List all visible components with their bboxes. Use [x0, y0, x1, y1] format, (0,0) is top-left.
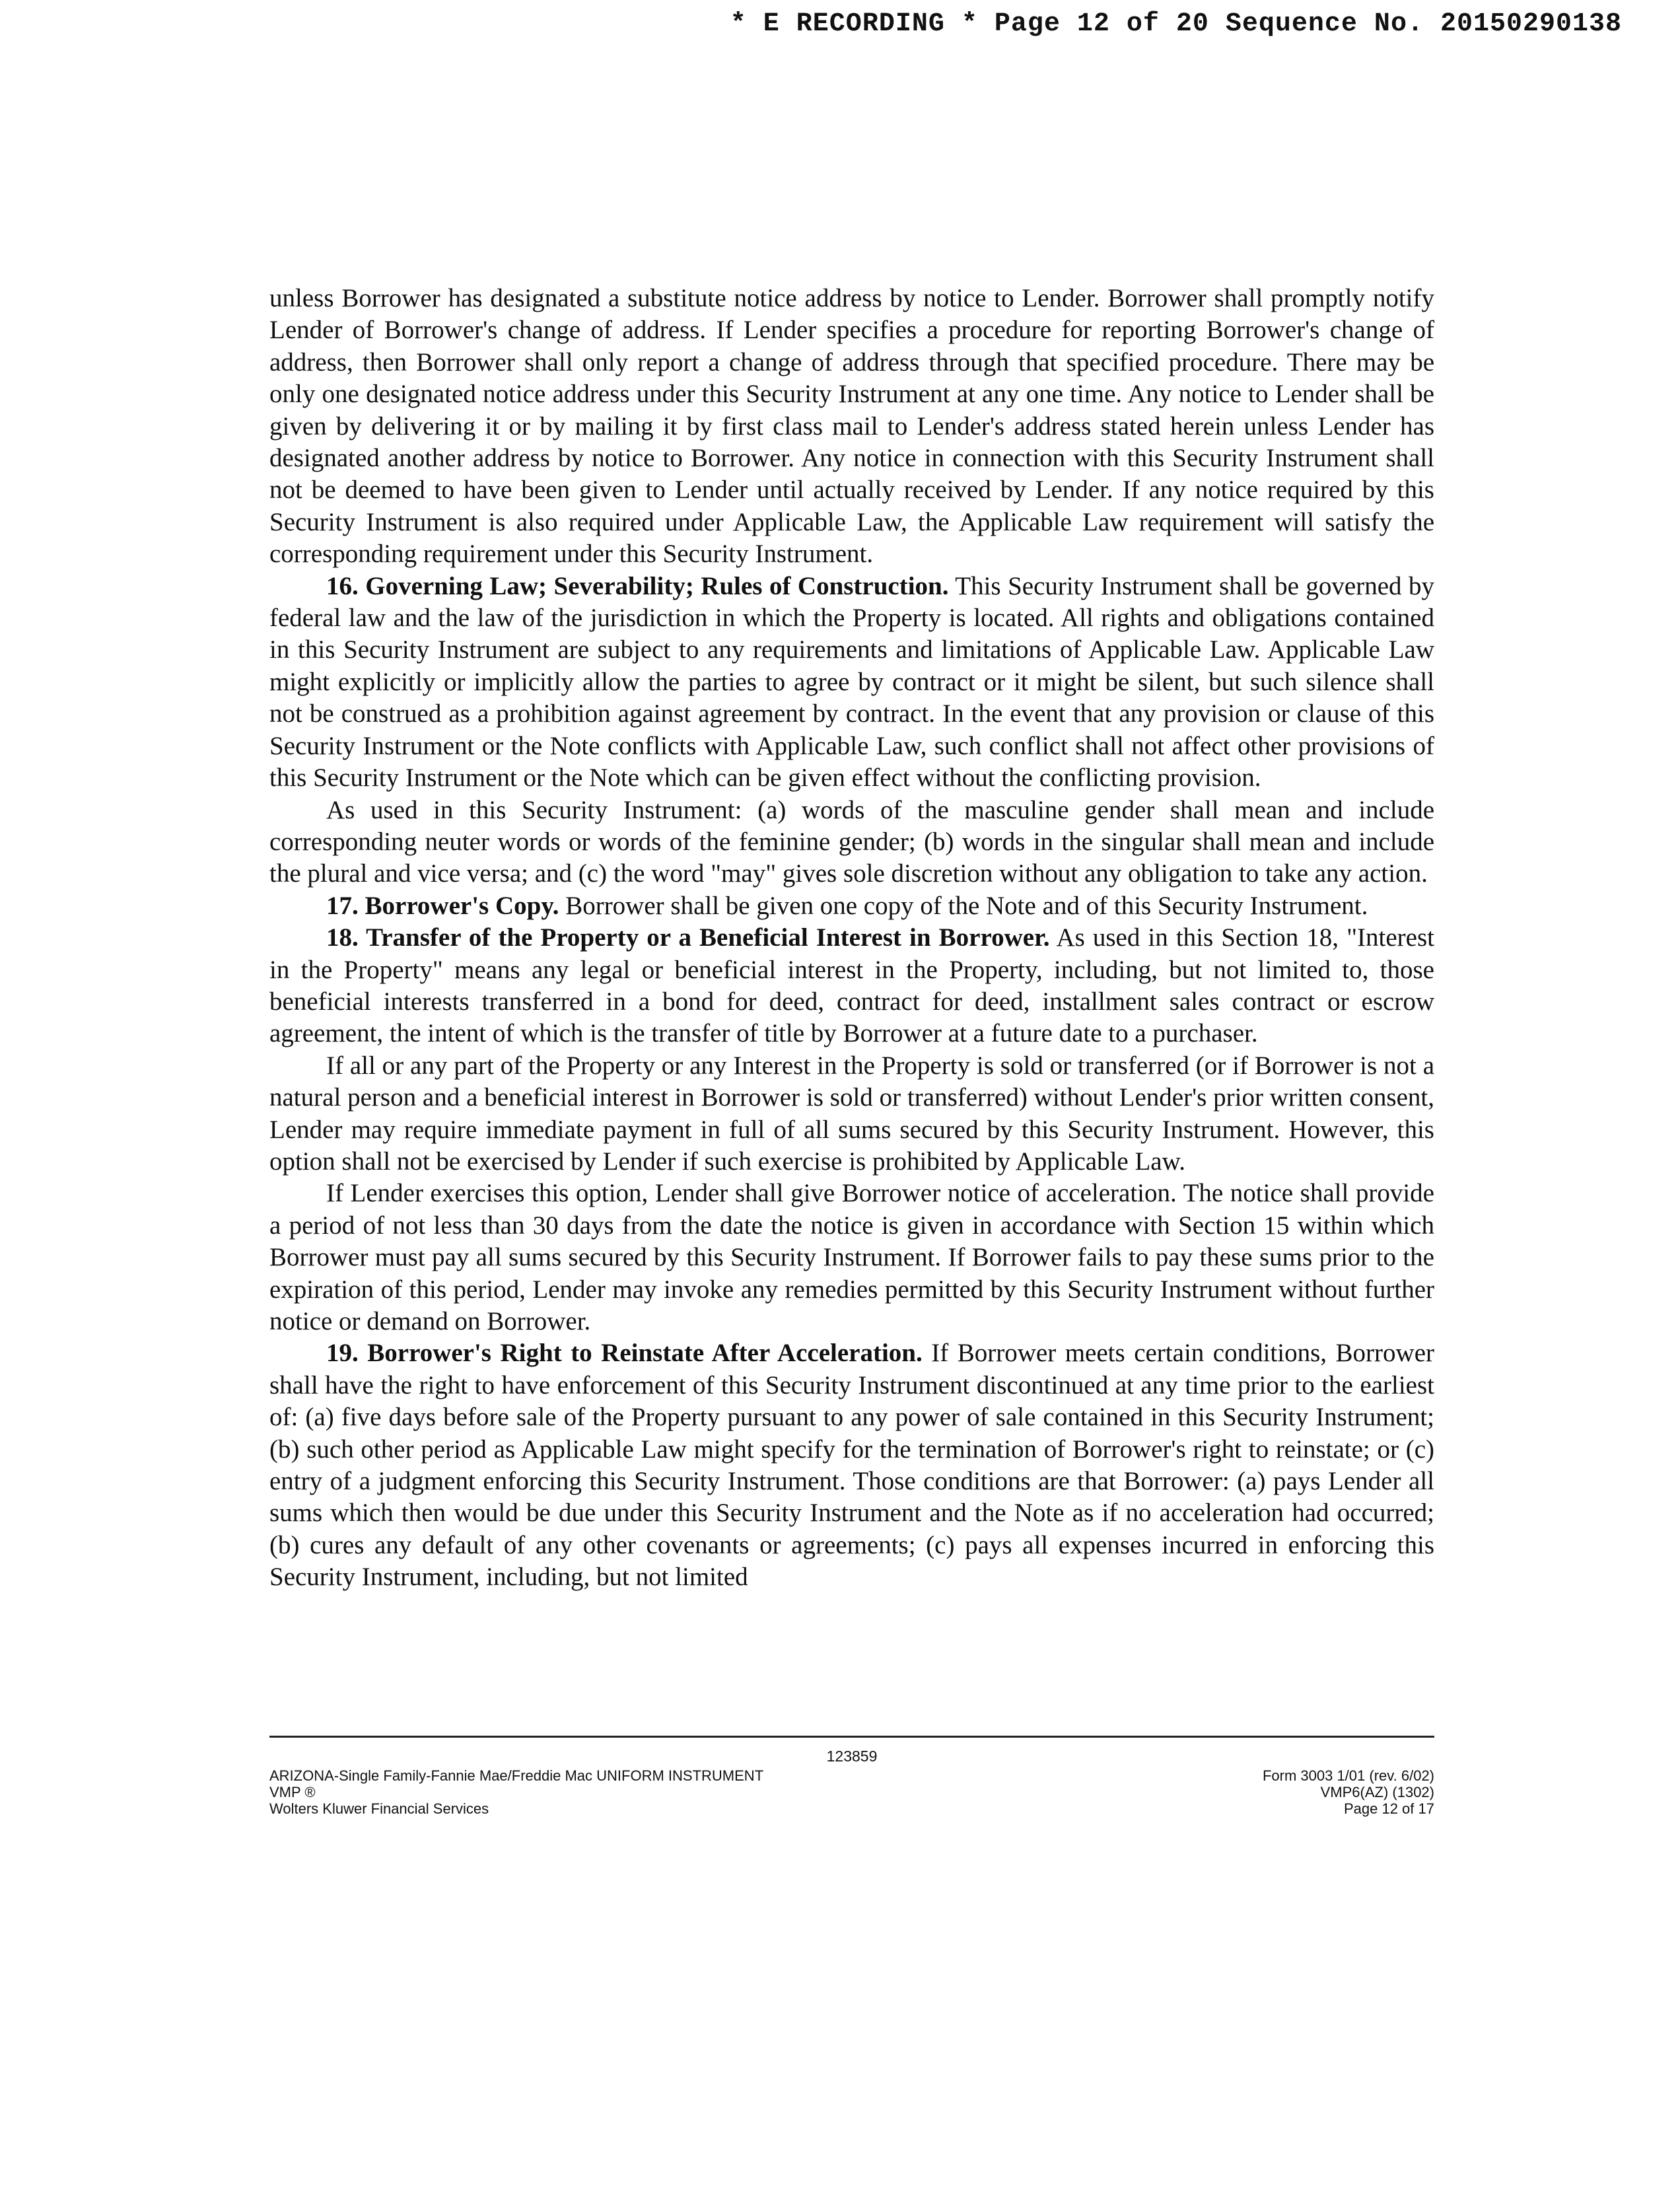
loan-code: 123859 [826, 1748, 878, 1765]
footer-divider [269, 1736, 1434, 1738]
footer-form-id: Form 3003 1/01 (rev. 6/02) [1262, 1767, 1434, 1784]
recording-header: * E RECORDING * Page 12 of 20 Sequence No. 20150290138 [730, 9, 1622, 39]
paragraph-text: As used in this Security Instrument: (a) words of the masculine gender shall mean and include corresponding neuter words or words of the feminine gender; (b) words in the singular shall mean and include the plural and vice versa; and (c) the word "may" gives sole discretion without any obligation to take any action. [269, 795, 1434, 888]
paragraph-transfer-consent [269, 1050, 1434, 1178]
section-18-transfer-of-property [269, 922, 1434, 1050]
section-16-governing-law [269, 571, 1434, 795]
footer-page-number: Page 12 of 17 [1343, 1800, 1434, 1817]
section-heading: 17. Borrower's Copy. [326, 891, 559, 920]
paragraph-text: As used in this Section 18, "Interest in the Property" means any legal or beneficial interest in the Property, including, but not limited to, those beneficial interests transferred in a bond for deed, contract for deed, installment sales contract or escrow agreement, the intent of which is the transfer of title by Borrower at a future date to a purchaser. [269, 923, 1434, 1048]
footer-form-description [269, 1767, 763, 1817]
section-17-borrowers-copy [269, 890, 1434, 922]
section-heading: 19. Borrower's Right to Reinstate After Acceleration. [326, 1339, 923, 1368]
paragraph-text: unless Borrower has designated a substitute notice address by notice to Lender. Borrower shall promptly notify Lender of Borrower's change of address. If Lender specifies a procedure for reporting Borrower's change of address, then Borrower shall only report a change of address through that specified procedure. There may be only one designated notice address under this Security Instrument at any one time. Any notice to Lender shall be given by delivering it or by mailing it by first class mail to Lender's address stated herein unless Lender has designated another address by notice to Borrower. Any notice in connection with this Security Instrument shall not be deemed to have been given to Lender until actually received by Lender. If any notice required by this Security Instrument is also required under Applicable Law, the Applicable Law requirement will satisfy the corresponding requirement under this Security Instrument. [269, 284, 1434, 569]
document-body [269, 283, 1434, 1594]
paragraph-text: If Lender exercises this option, Lender shall give Borrower notice of acceleration. The notice shall provide a period of not less than 30 days from the date the notice is given in accordance with Section 15 within which Borrower must pay all sums secured by this Security Instrument. If Borrower fails to pay these sums prior to the expiration of this period, Lender may invoke any remedies permitted by this Security Instrument without further notice or demand on Borrower. [269, 1179, 1434, 1335]
paragraph-text: This Security Instrument shall be governed by federal law and the law of the jurisdiction in which the Property is located. All rights and obligations contained in this Security Instrument are subject to any requirements and limitations of Applicable Law. Applicable Law might explicitly or implicitly allow the parties to agree by contract or it might be silent, but such silence shall not be construed as a prohibition against agreement by contract. In the event that any provision or clause of this Security Instrument or the Note conflicts with Applicable Law, such conflict shall not affect other provisions of this Security Instrument or the Note which can be given effect without the conflicting provision. [269, 571, 1434, 793]
page-footer [269, 1748, 1434, 1827]
paragraph-construction-rules [269, 795, 1434, 890]
paragraph-acceleration-notice [269, 1178, 1434, 1337]
section-heading: 18. Transfer of the Property or a Beneficial Interest in Borrower. [326, 923, 1050, 952]
paragraph-notice-continued [269, 283, 1434, 571]
footer-publisher: Wolters Kluwer Financial Services [269, 1800, 489, 1817]
footer-instrument-title: ARIZONA-Single Family-Fannie Mae/Freddie Mac UNIFORM INSTRUMENT [269, 1767, 764, 1784]
paragraph-text: Borrower shall be given one copy of the Note and of this Security Instrument. [559, 891, 1368, 920]
paragraph-text: If all or any part of the Property or any Interest in the Property is sold or transferred (or if Borrower is not a natural person and a beneficial interest in Borrower is sold or transferred) without Lender's prior written consent, Lender may require immediate payment in full of all sums secured by this Security Instrument. However, this option shall not be exercised by Lender if such exercise is prohibited by Applicable Law. [269, 1051, 1434, 1176]
section-heading: 16. Governing Law; Severability; Rules of Construction. [326, 571, 949, 600]
footer-vmp-code: VMP6(AZ) (1302) [1320, 1784, 1434, 1800]
paragraph-text: If Borrower meets certain conditions, Borrower shall have the right to have enforcement of this Security Instrument discontinued at any time prior to the earliest of: (a) five days before sale of the Property pursuant to any power of sale contained in this Security Instrument; (b) such other period as Applicable Law might specify for the termination of Borrower's right to reinstate; or (c) entry of a judgment enforcing this Security Instrument. Those conditions are that Borrower: (a) pays Lender all sums which then would be due under this Security Instrument and the Note as if no acceleration had occurred; (b) cures any default of any other covenants or agreements; (c) pays all expenses incurred in enforcing this Security Instrument, including, but not limited [269, 1339, 1434, 1592]
footer-form-number [1263, 1767, 1434, 1817]
section-19-right-to-reinstate [269, 1337, 1434, 1593]
footer-vmp-mark: VMP ® [269, 1784, 316, 1800]
